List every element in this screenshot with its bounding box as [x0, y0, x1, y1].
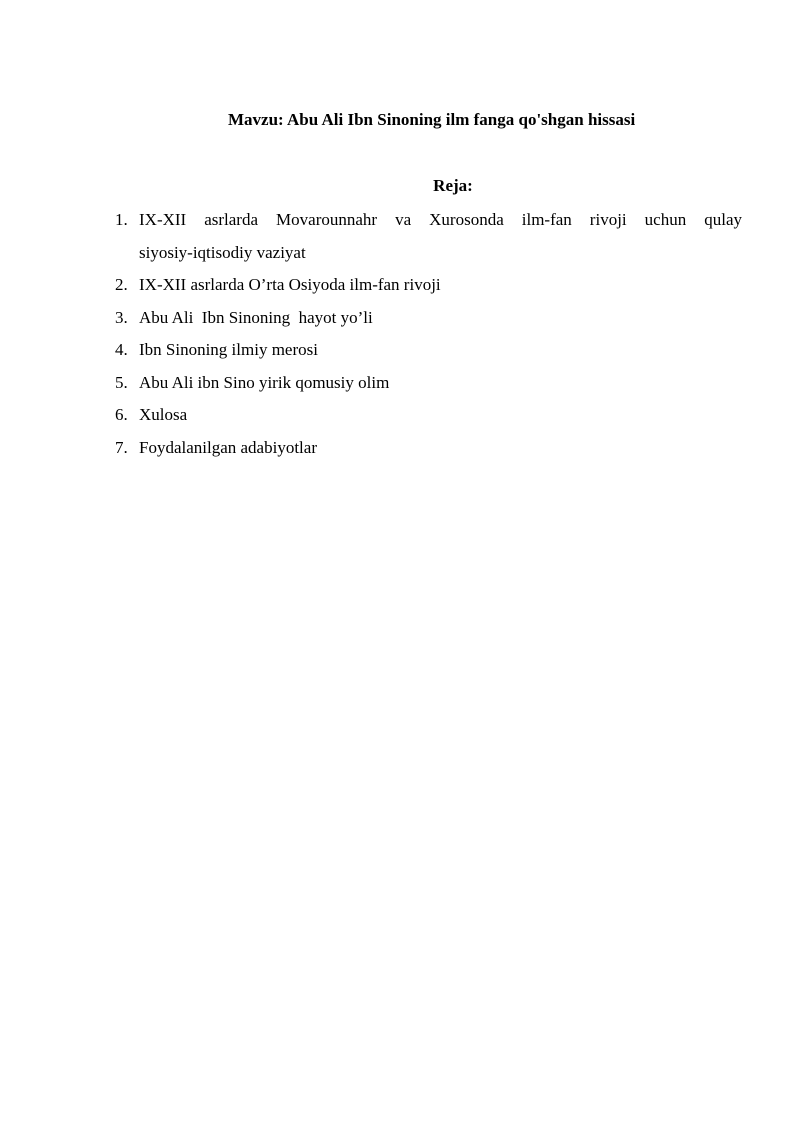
- list-item-text: Abu Ali ibn Sino yirik qomusiy olim: [139, 372, 390, 392]
- list-item: [115, 432, 742, 465]
- list-item-text: Foydalanilgan adabiyotlar: [139, 437, 317, 457]
- list-item: [115, 367, 742, 400]
- list-item-text: Abu Ali Ibn Sinoning hayot yo’li: [139, 307, 373, 327]
- list-item: [115, 334, 742, 367]
- list-item-text-continuation: siyosiy-iqtisodiy vaziyat: [139, 242, 306, 262]
- list-item-number: 2.: [115, 275, 128, 294]
- plan-heading: Reja:: [433, 176, 473, 195]
- list-item-text: Xulosa: [139, 405, 188, 424]
- list-item: [115, 204, 742, 269]
- list-item: [115, 302, 742, 335]
- list-item-number: 5.: [115, 372, 128, 392]
- list-item-number: 3.: [115, 307, 128, 327]
- page-title: Mavzu: Abu Ali Ibn Sinoning ilm fanga qo'shgan hissasi: [228, 110, 636, 129]
- list-item-text: Ibn Sinoning ilmiy merosi: [139, 340, 318, 359]
- list-item: [115, 269, 742, 302]
- list-item-number: 4.: [115, 340, 128, 359]
- list-item-text: IX-XII asrlarda O’rta Osiyoda ilm-fan rivoji: [139, 275, 441, 294]
- list-item-number: 1.: [115, 210, 128, 229]
- list-item-text: IX-XII asrlarda Movarounnahr va Xurosonda ilm-fan rivoji uchun qulay: [139, 210, 742, 229]
- plan-list: [115, 204, 742, 464]
- list-item-number: 6.: [115, 405, 128, 424]
- list-item: [115, 399, 742, 432]
- list-item-number: 7.: [115, 437, 128, 457]
